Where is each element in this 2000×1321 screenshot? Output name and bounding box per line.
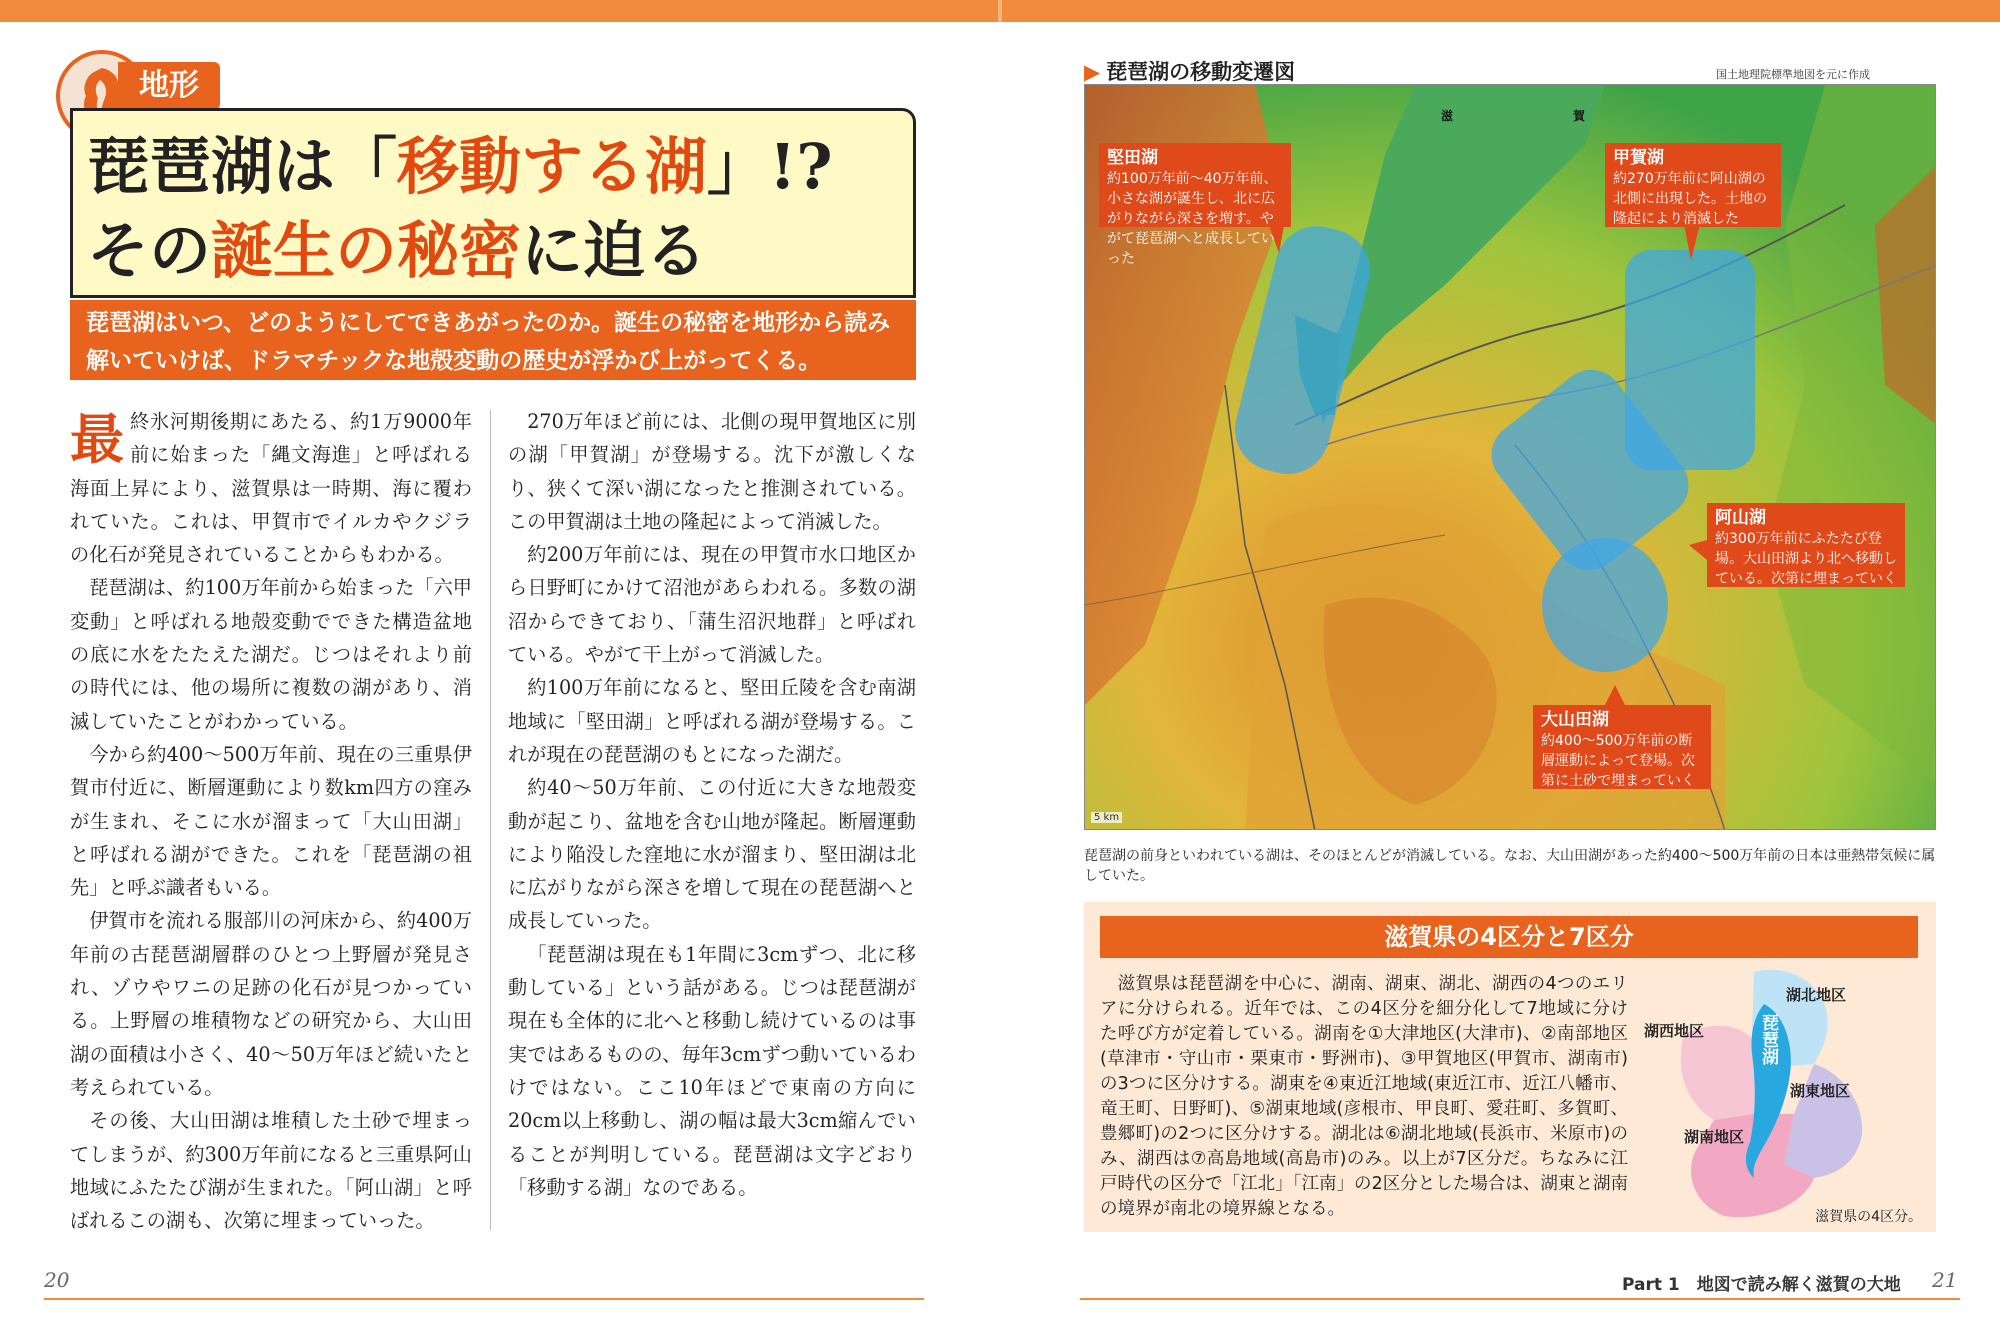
paragraph: 今から約400〜500万年前、現在の三重県伊賀市付近に、断層運動により数km四方の窪みが生まれ、そこに水が溜まって「大山田湖」と呼ばれる湖ができた。これを「琵琶湖の祖先」と呼ぶ識者もいる。 xyxy=(70,742,472,900)
paragraph: 約100万年前になると、堅田丘陵を含む南湖地域に「堅田湖」と呼ばれる湖が登場する。これが現在の琵琶湖のもとになった湖だ。 xyxy=(508,676,916,766)
paragraph: 約200万年前には、現在の甲賀市水口地区から日野町にかけて沼池があらわれる。多数の湖沼からできており、「蒲生沼沢地群」と呼ばれている。やがて干上がって消滅した。 xyxy=(508,543,916,667)
oyamada-lake-area xyxy=(1542,538,1668,672)
title-line-1: 琵琶湖は「移動する湖」!? xyxy=(87,130,833,203)
sidebar-box xyxy=(1084,902,1936,1232)
map-caption: 琵琶湖の前身といわれている湖は、そのほとんどが消滅している。なお、大山田湖があった約400〜500万年前の日本は亜熱帯気候に属していた。 xyxy=(1084,848,1936,884)
footer-rule-right xyxy=(1080,1298,1960,1300)
page-number-left: 20 xyxy=(44,1268,70,1292)
region-label-north: 湖北地区 xyxy=(1786,986,1847,1004)
column-divider xyxy=(490,410,491,1230)
page-number-right: 21 xyxy=(1932,1268,1958,1292)
map-title: ▶ 琵琶湖の移動変遷図 xyxy=(1084,60,1296,84)
scale-bar: 5 km xyxy=(1091,812,1122,823)
paragraph: 最終氷河期後期にあたる、約1万9000年前に始まった「縄文海進」と呼ばれる海面上昇により、滋賀県は一時期、海に覆われていた。これは、甲賀市でイルカやクジラの化石が発見されていることからもわかる。 xyxy=(70,407,472,567)
title-line-2: その誕生の秘密に迫る xyxy=(87,214,708,287)
footer-rule-left xyxy=(44,1298,924,1300)
paragraph: 伊賀市を流れる服部川の河床から、約400万年前の古琵琶湖層群のひとつ上野層が発見され、ゾウやワニの足跡の化石が見つかっている。上野層の堆積物などの研究から、大山田湖の面積は小さく、40〜50万年ほど続いたと考えられている。 xyxy=(70,909,472,1099)
region-label-east: 湖東地区 xyxy=(1790,1082,1851,1100)
spine-mark xyxy=(998,0,1002,22)
region-label-south: 湖南地区 xyxy=(1684,1128,1745,1146)
region-label-west: 湖西地区 xyxy=(1644,1022,1705,1040)
triangle-bullet-icon: ▶ xyxy=(1084,60,1101,84)
callout-ayama: 阿山湖 約300万年前にふたたび登場。大山田湖より北へ移動している。次第に埋まっていく xyxy=(1707,503,1905,587)
sidebar-title: 滋賀県の4区分と7区分 xyxy=(1100,916,1918,958)
map-label-shiga-2: 賀 xyxy=(1573,109,1586,123)
lake-label: 琵琶湖 xyxy=(1758,1014,1778,1065)
map-credit: 国土地理院標準地図を元に作成 xyxy=(1716,68,1870,81)
region-map-caption: 滋賀県の4区分。 xyxy=(1815,1209,1922,1225)
body-column-2 xyxy=(508,405,916,1204)
region-map xyxy=(1644,964,1924,1228)
paragraph: 琵琶湖は、約100万年前から始まった「六甲変動」と呼ばれる地殻変動でできた構造盆地の底に水をたたえた湖だ。じつはそれより前の時代には、他の場所に複数の湖があり、消滅していたことがわかっている。 xyxy=(70,576,472,733)
drop-cap: 最 xyxy=(70,407,124,471)
paragraph: 270万年ほど前には、北側の現甲賀地区に別の湖「甲賀湖」が登場する。沈下が激しくなり、狭くて深い湖になったと推測されている。この甲賀湖は土地の隆起によって消滅した。 xyxy=(508,410,916,533)
running-head: Part 1 地図で読み解く滋賀の大地 xyxy=(1622,1275,1901,1295)
relief-map xyxy=(1084,84,1936,830)
category-label: 地形 xyxy=(118,62,220,110)
callout-katata: 堅田湖 約100万年前〜40万年前、小さな湖が誕生し、北に広がりながら深さを増す。やがて琵琶湖へと成長していった xyxy=(1099,143,1291,227)
region-map-graphic xyxy=(1644,964,1924,1228)
paragraph: 約40〜50万年前、この付近に大きな地殻変動が起こり、盆地を含む山地が隆起。断層運動により陥没した窪地に水が溜まり、堅田湖は北に広がりながら深さを増して現在の琵琶湖へと成長していった。 xyxy=(508,776,916,933)
article-title-box xyxy=(70,108,916,298)
body-column-1 xyxy=(70,405,472,1237)
callout-oyamada: 大山田湖 約400〜500万年前の断層運動によって登場。次第に土砂で埋まっていく xyxy=(1533,705,1711,789)
callout-koka: 甲賀湖 約270万年前に阿山湖の北側に出現した。土地の隆起により消滅した xyxy=(1605,143,1781,227)
map-label-shiga-1: 滋 xyxy=(1441,109,1454,123)
sidebar-text: 滋賀県は琵琶湖を中心に、湖南、湖東、湖北、湖西の4つのエリアに分けられる。近年では、この4区分を細分化して7地域に分けた呼び方が定着している。湖南を①大津地区(大津市)、②南部地区(草津市・守山市・栗東市・野洲市)、③甲賀地区(甲賀市、湖南市)の3つに区分けする。湖東を④東近江地域(東近江市、近江八幡市、竜王町、日野町)、⑤湖東地域(彦根市、甲良町、愛荘町、多賀町、豊郷町)の2つに区分けする。湖北は⑥湖北地域(長浜市、米原市)のみ、湖西は⑦高島地域(高島市)のみ。以上が7区分だ。ちなみに江戸時代の区分で「江北」「江南」の2区分とした場合は、湖東と湖南の境界が南北の境界線となる。 xyxy=(1100,974,1628,1219)
paragraph: 「琵琶湖は現在も1年間に3cmずつ、北に移動している」という話がある。じつは琵琶湖が現在も全体的に北へと移動し続けているのは事実ではあるものの、毎年3cmずつ動いているわけではない。ここ10年ほどで東南の方向に20cm以上移動し、湖の幅は最大3cm縮んでいることが判明している。琵琶湖は文字どおり「移動する湖」なのである。 xyxy=(508,942,916,1199)
lead-paragraph: 琵琶湖はいつ、どのようにしてできあがったのか。誕生の秘密を地形から読み解いていけば、ドラマチックな地殻変動の歴史が浮かび上がってくる。 xyxy=(70,300,916,380)
paragraph: その後、大山田湖は堆積した土砂で埋まってしまうが、約300万年前になると三重県阿山地域にふたたび湖が生まれた。「阿山湖」と呼ばれるこの湖も、次第に埋まっていった。 xyxy=(70,1109,472,1233)
